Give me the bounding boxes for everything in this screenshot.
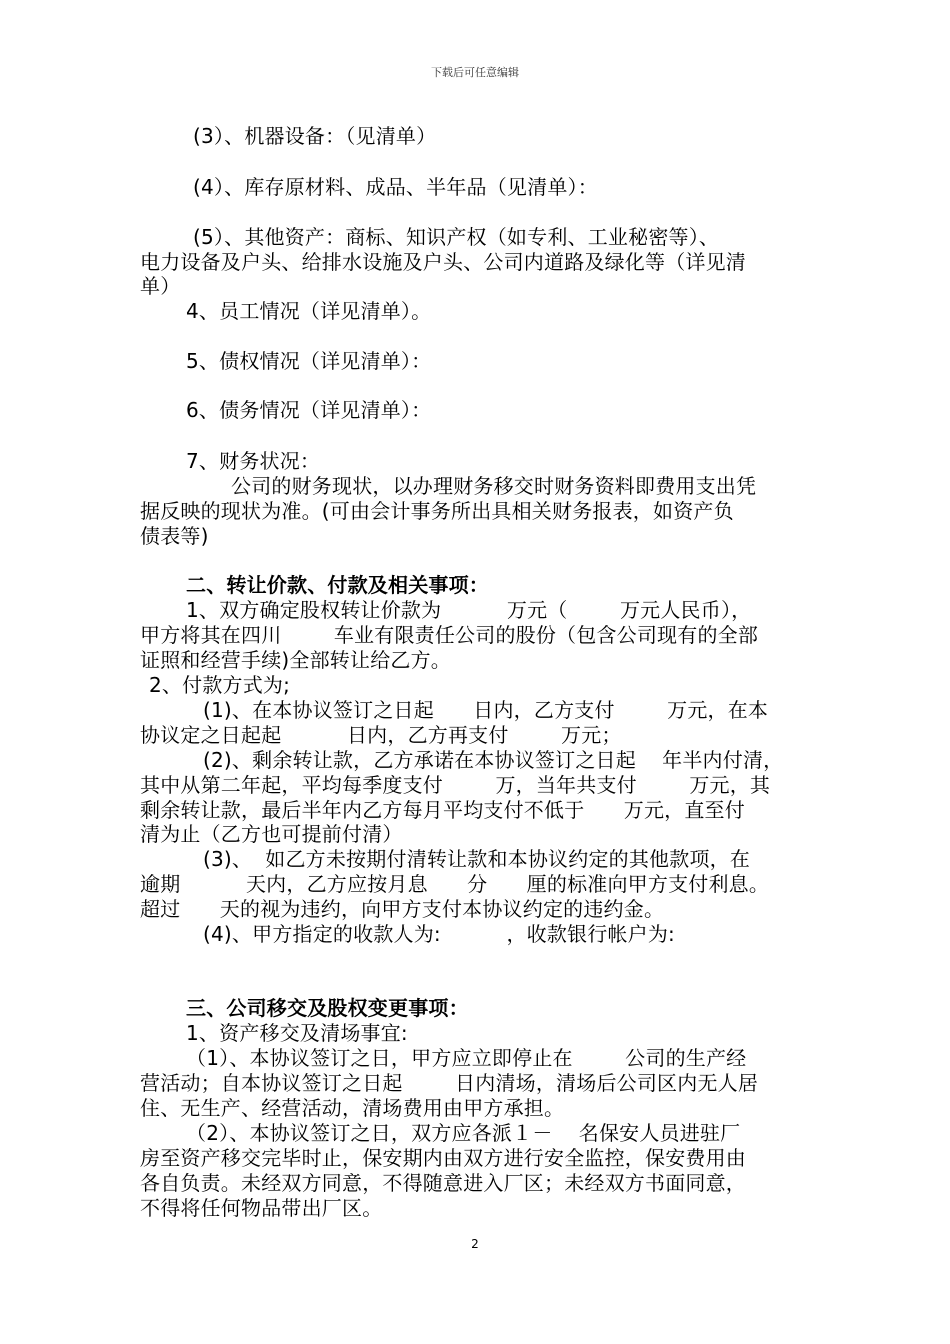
text-line: (5）、其他资产：商标、知识产权（如专利、工业秘密等）、 — [193, 225, 720, 249]
text-line: (3）、机器设备：（见清单） — [193, 124, 437, 148]
text-line: (4)、甲方指定的收款人为: ，收款银行帐户为: — [203, 922, 675, 946]
section-heading: 三、公司移交及股权变更事项： — [186, 996, 469, 1020]
text-line: （2）、本协议签订之日，双方应各派１－ 名保安人员进驻厂 — [186, 1121, 741, 1145]
text-line: 单） — [140, 274, 181, 298]
text-line: 1、资产移交及清场事宜: — [186, 1021, 408, 1045]
text-line: 5、债权情况（详见清单）： — [186, 349, 432, 373]
text-line: 7、财务状况： — [186, 449, 321, 473]
text-line: (2)、剩余转让款，乙方承诺在本协议签订之日起 年半内付清， — [203, 748, 784, 772]
text-line: 协议定之日起起 日内，乙方再支付 万元； — [140, 723, 622, 747]
text-line: 超过 天的视为违约，向甲方支付本协议约定的违约金。 — [140, 897, 665, 921]
text-line: 清为止（乙方也可提前付清） — [140, 822, 403, 846]
text-line: 公司的财务现状，以办理财务移交时财务资料即费用支出凭 — [231, 474, 757, 498]
text-line: 逾期 天内，乙方应按月息 分 厘的标准向甲方支付利息。 — [140, 872, 770, 896]
text-line: 营活动；自本协议签订之日起 日内清场，清场后公司区内无人居 — [140, 1071, 759, 1095]
text-line: 房至资产移交完毕时止，保安期内由双方进行安全监控，保安费用由 — [140, 1146, 746, 1170]
text-line: （1）、本协议签订之日，甲方应立即停止在 公司的生产经 — [186, 1046, 747, 1070]
text-line: (3)、 如乙方未按期付清转让款和本协议约定的其他款项，在 — [203, 847, 751, 871]
text-line: 剩余转让款，最后半年内乙方每月平均支付不低于 万元，直至付 — [140, 798, 745, 822]
text-line: 甲方将其在四川 车业有限责任公司的股份（包含公司现有的全部 — [140, 623, 759, 647]
text-line: 住、无生产、经营活动，清场费用由甲方承担。 — [140, 1096, 565, 1120]
text-line: (4）、库存原材料、成品、半年品（见清单）： — [193, 175, 598, 199]
text-line: 各自负责。未经双方同意，不得随意进入厂区；未经双方书面同意， — [140, 1171, 746, 1195]
text-line: 1、双方确定股权转让价款为 万元（ 万元人民币）， — [186, 598, 752, 622]
text-line: 电力设备及户头、给排水设施及户头、公司内道路及绿化等（详见清 — [140, 250, 746, 274]
text-line: 6、债务情况（详见清单）： — [186, 398, 432, 422]
text-line: 4、员工情况（详见清单）。 — [186, 299, 432, 323]
text-line: (1)、在本协议签订之日起 日内，乙方支付 万元，在本 — [203, 698, 769, 722]
text-line: 其中从第二年起，平均每季度支付 万，当年共支付 万元，其 — [140, 773, 771, 797]
text-line: 不得将任何物品带出厂区。 — [140, 1196, 383, 1220]
text-line: 2、付款方式为; — [149, 673, 291, 697]
page-number: 2 — [471, 1237, 479, 1251]
text-line: 债表等) — [140, 524, 209, 548]
text-line: 据反映的现状为准。(可由会计事务所出具相关财务报表，如资产负 — [140, 499, 734, 523]
page-header: 下载后可任意编辑 — [431, 66, 519, 79]
section-heading: 二、转让价款、付款及相关事项： — [186, 573, 489, 597]
text-line: 证照和经营手续)全部转让给乙方。 — [140, 648, 452, 672]
